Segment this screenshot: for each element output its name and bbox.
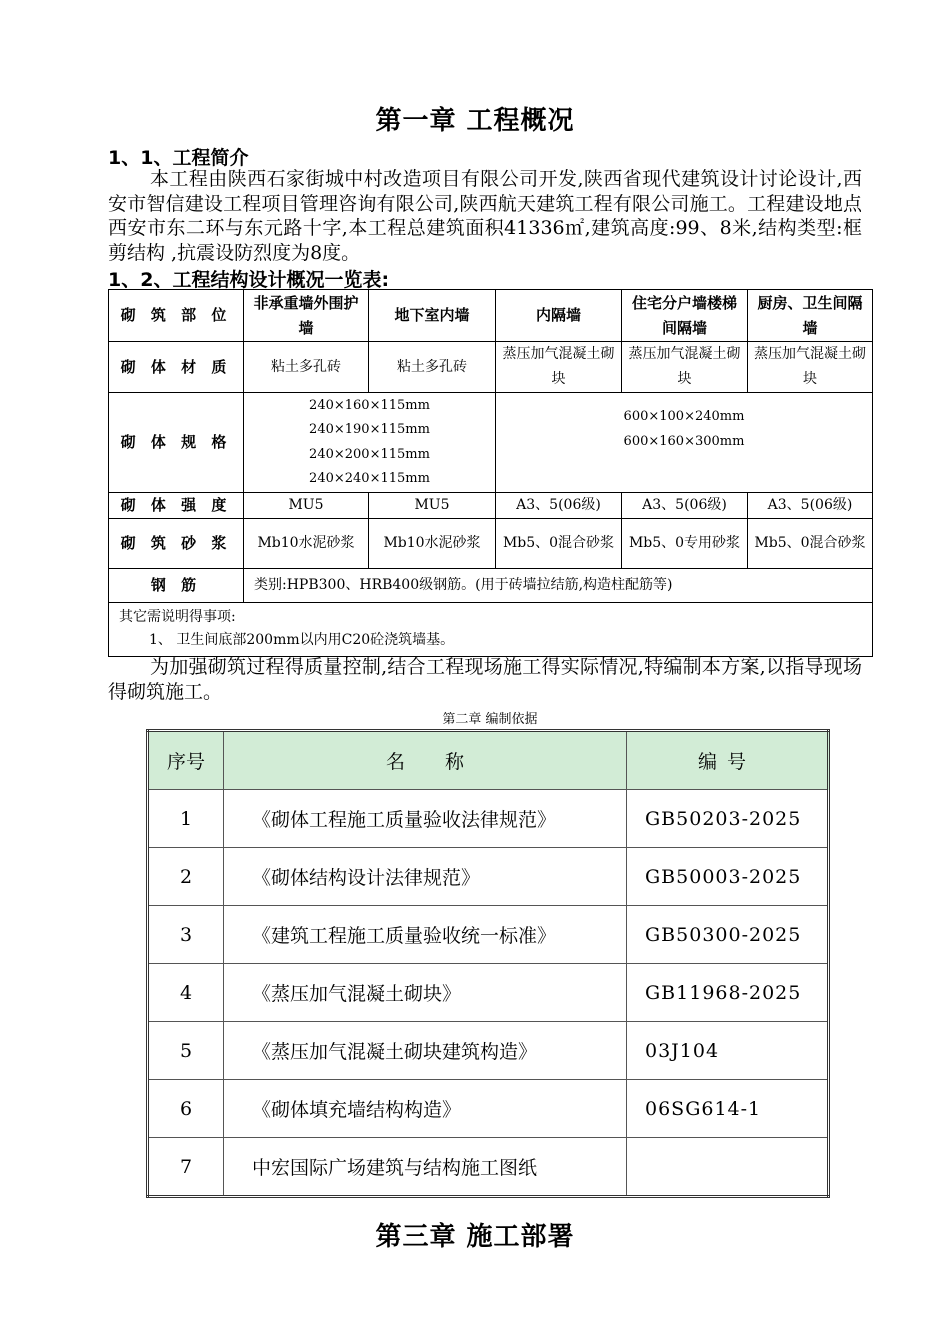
row-code: GB11968-2025	[627, 964, 829, 1022]
row-label-rebar: 钢 筋	[109, 569, 244, 603]
row-name: 中宏国际广场建筑与结构施工图纸	[224, 1138, 627, 1197]
table-row	[109, 493, 873, 519]
table-cell: 蒸压加气混凝土砌块	[496, 342, 622, 393]
section-1-2-heading: 1、2、工程结构设计概况一览表:	[108, 269, 390, 291]
row-code	[627, 1138, 829, 1197]
table-cell: A3、5(06级)	[622, 493, 748, 519]
section-1-1-heading: 1、1、工程简介	[108, 147, 249, 169]
table-row	[109, 603, 873, 657]
header-exterior-wall: 非承重墙外围护墙	[244, 290, 369, 342]
row-label-spec: 砌 体 规 格	[109, 393, 244, 493]
row-label-strength: 砌 体 强 度	[109, 493, 244, 519]
row-code: 03J104	[627, 1022, 829, 1080]
rebar-description: 类别:HPB300、HRB400级钢筋。(用于砖墙拉结筋,构造柱配筋等)	[244, 569, 873, 603]
spec-line: 600×160×300mm	[623, 433, 745, 449]
row-no: 2	[148, 848, 224, 906]
header-basement-wall: 地下室内墙	[369, 290, 496, 342]
spec-brick-sizes	[244, 393, 496, 493]
spec-block-sizes	[496, 393, 873, 493]
row-no: 3	[148, 906, 224, 964]
row-code: 06SG614-1	[627, 1080, 829, 1138]
table-cell: 粘土多孔砖	[244, 342, 369, 393]
table-cell: Mb5、0专用砂浆	[622, 519, 748, 569]
table-cell: MU5	[244, 493, 369, 519]
row-no: 7	[148, 1138, 224, 1197]
structure-overview-table	[108, 289, 873, 657]
chapter-2-title: 第二章 编制依据	[442, 712, 538, 727]
project-intro-paragraph: 本工程由陕西石家街城中村改造项目有限公司开发,陕西省现代建筑设计讨论设计,西安市智信建设工程项目管理咨询有限公司,陕西航天建筑工程有限公司施工。工程建设地点西安市东二环与东元路十字,本工程总建筑面积41336㎡,建筑高度:99、8米,结构类型:框剪结构 ,抗震设防烈度为8度。	[108, 168, 862, 264]
header-name	[224, 731, 627, 790]
row-code: GB50300-2025	[627, 906, 829, 964]
row-name: 《蒸压加气混凝土砌块》	[224, 964, 627, 1022]
row-name: 《砌体结构设计法律规范》	[224, 848, 627, 906]
chapter-1-title: 第一章 工程概况	[375, 106, 575, 136]
spec-line: 240×200×115mm	[309, 446, 430, 462]
spec-line: 240×160×115mm	[309, 397, 430, 413]
table-row	[109, 519, 873, 569]
row-name: 《建筑工程施工质量验收统一标准》	[224, 906, 627, 964]
notes-cell	[109, 603, 873, 657]
spec-line: 600×100×240mm	[623, 409, 745, 424]
table-row	[148, 1022, 829, 1080]
table-cell: Mb10水泥砂浆	[244, 519, 369, 569]
table-row	[148, 906, 829, 964]
row-name: 《蒸压加气混凝土砌块建筑构造》	[224, 1022, 627, 1080]
row-no: 6	[148, 1080, 224, 1138]
table-header-row	[148, 731, 829, 790]
table-cell: Mb5、0混合砂浆	[496, 519, 622, 569]
header-name-text: 名称	[385, 751, 504, 773]
chapter-3-title: 第三章 施工部署	[375, 1222, 575, 1252]
table-row	[148, 848, 829, 906]
spec-line: 240×240×115mm	[309, 471, 430, 486]
table-row	[148, 790, 829, 848]
row-no: 1	[148, 790, 224, 848]
table-row	[148, 1080, 829, 1138]
header-code: 编号	[627, 731, 829, 790]
table-cell: A3、5(06级)	[496, 493, 622, 519]
table-cell: Mb5、0混合砂浆	[748, 519, 873, 569]
row-label-mortar: 砌 筑 砂 浆	[109, 519, 244, 569]
notes-item: 1、 卫生间底部200mm以内用C20砼浇筑墙基。	[149, 632, 455, 648]
header-kitchen-wall: 厨房、卫生间隔墙	[748, 290, 873, 342]
table-row	[109, 342, 873, 393]
table-cell: 蒸压加气混凝土砌块	[748, 342, 873, 393]
row-name: 《砌体工程施工质量验收法律规范》	[224, 790, 627, 848]
table-cell: A3、5(06级)	[748, 493, 873, 519]
row-no: 5	[148, 1022, 224, 1080]
basis-table	[146, 729, 830, 1198]
table-cell: Mb10水泥砂浆	[369, 519, 496, 569]
header-partition-wall: 内隔墙	[496, 290, 622, 342]
notes-title: 其它需说明得事项:	[119, 609, 236, 625]
header-masonry-part: 砌 筑 部 位	[109, 290, 244, 342]
table-row	[148, 1138, 829, 1197]
header-no: 序号	[148, 731, 224, 790]
table-cell: 粘土多孔砖	[369, 342, 496, 393]
row-label-material: 砌 体 材 质	[109, 342, 244, 393]
table-row	[148, 964, 829, 1022]
table-row	[109, 290, 873, 342]
header-household-wall: 住宅分户墙楼梯间隔墙	[622, 290, 748, 342]
table-row	[109, 393, 873, 493]
purpose-paragraph: 为加强砌筑过程得质量控制,结合工程现场施工得实际情况,特编制本方案,以指导现场得砌筑施工。	[108, 656, 862, 703]
row-name: 《砌体填充墙结构构造》	[224, 1080, 627, 1138]
row-code: GB50003-2025	[627, 848, 829, 906]
table-row	[109, 569, 873, 603]
row-code: GB50203-2025	[627, 790, 829, 848]
table-cell: 蒸压加气混凝土砌块	[622, 342, 748, 393]
row-no: 4	[148, 964, 224, 1022]
spec-line: 240×190×115mm	[309, 422, 430, 437]
table-cell: MU5	[369, 493, 496, 519]
